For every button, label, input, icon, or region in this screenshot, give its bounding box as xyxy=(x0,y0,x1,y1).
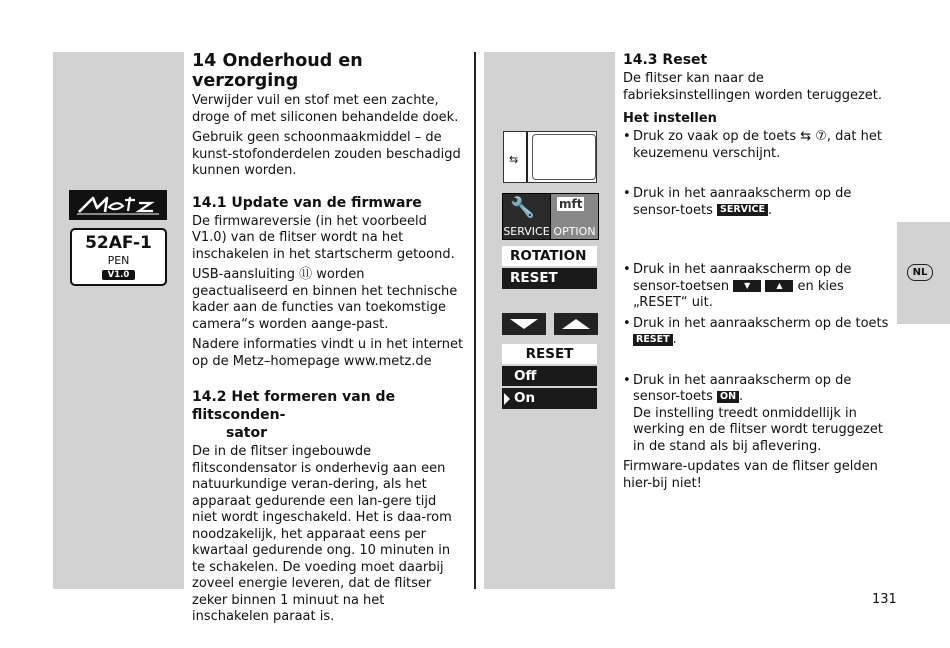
section-14-heading: 14 Onderhoud en verzorging xyxy=(192,51,363,91)
step-5-note: De instelling treedt onmiddellijk in werking en de flitser wordt teruggezet in de stand als bij aflevering. xyxy=(633,405,883,454)
language-badge: NL xyxy=(907,264,933,281)
selection-arrow-icon xyxy=(504,393,510,405)
down-button[interactable] xyxy=(502,313,546,335)
setup-subheading: Het instellen xyxy=(623,111,717,126)
section-14-2-heading-line1: 14.2 Het formeren van de flitsconden- xyxy=(192,389,396,423)
on-tag: ON xyxy=(717,391,739,403)
triangle-down-icon xyxy=(510,319,538,329)
firmware-paragraph-3: Nadere informaties vindt u in het internet op de Metz–homepage www.metz.de xyxy=(192,337,464,369)
page-number: 131 xyxy=(872,592,897,607)
service-button[interactable] xyxy=(502,193,551,240)
reset-tag: RESET xyxy=(633,334,673,346)
up-button[interactable] xyxy=(554,313,598,335)
option-label: OPTION xyxy=(553,225,596,238)
left-gray-column xyxy=(53,52,184,589)
service-label: SERVICE xyxy=(503,225,550,238)
reset-title: RESET xyxy=(502,344,597,364)
metz-logo xyxy=(69,190,167,220)
section-14-1-heading: 14.1 Update van de firmware xyxy=(192,194,422,211)
version-tag: V1.0 xyxy=(102,270,136,280)
care-paragraph-2: Gebruik geen schoonmaakmiddel – de kunst-stofonderdelen zouden beschadigd kunnen worden. xyxy=(192,130,461,178)
device-model: 52AF-1 xyxy=(85,233,152,253)
step-1: • Druk zo vaak op de toets ⇆ ⑦, dat het keuzemenu verschijnt. xyxy=(623,129,893,162)
section-14-3-heading: 14.3 Reset xyxy=(623,52,708,68)
step-3: • Druk in het aanraakscherm op de sensor-toetsen ▼ ▲ en kies „RESET“ uit. xyxy=(623,262,893,312)
page-divider xyxy=(474,52,476,589)
firmware-paragraph-1: De firmwareversie (in het voorbeeld V1.0) van de flitser wordt na het inschakelen in het startscherm getoond. xyxy=(192,213,455,262)
reset-intro: De flitser kan naar de fabrieksinstellingen worden teruggezet. xyxy=(623,71,883,103)
wrench-icon: 🔧 xyxy=(510,195,535,219)
step-5: • Druk in het aanraakscherm op de sensor-toets ON . De instelling treedt onmiddellijk in werking en de flitser wordt teruggezet in de stand als bij aflevering. xyxy=(623,373,893,456)
flash-display-illustration xyxy=(503,131,597,183)
down-arrow-icon: ▼ xyxy=(733,280,761,292)
triangle-up-icon xyxy=(562,319,590,329)
mode-icon: ⇆ xyxy=(509,153,519,166)
device-system: PEN xyxy=(107,254,130,267)
care-paragraph-1: Verwijder vuil en stof met een zachte, droge of met siliconen behandelde doek. xyxy=(192,93,459,125)
reset-option-off[interactable]: Off xyxy=(502,366,597,386)
firmware-paragraph-2: USB-aansluiting ⑪ worden geactualiseerd en binnen het technische kader aan de functies van toekomstige camera“s worden aange-past. xyxy=(192,267,458,332)
section-14-2-heading xyxy=(192,388,464,442)
left-text-column xyxy=(192,51,464,630)
capacitor-paragraph: De in de flitser ingebouwde flitscondensator is onderhevig aan een natuurkundige veran-dering, als het apparaat gedurende een lan-gere tijd niet wordt ingeschakeld. Het is daa-rom noodzakelijk, het apparaat eens per kwartaal gedurende ong. 10 minuten in te schakelen. De voeding moet daarbij zoveel energie leveren, dat de flitser zeker binnen 1 minuut na het inschakelen paraat is. xyxy=(192,444,452,624)
reset-option-on-label: On xyxy=(514,390,536,406)
option-button[interactable] xyxy=(550,193,599,240)
option-icon: mft xyxy=(559,197,583,211)
section-14-2-heading-line2: sator xyxy=(226,425,267,441)
step-2: • Druk in het aanraakscherm op de sensor-toets SERVICE . xyxy=(623,186,893,219)
step-4: • Druk in het aanraakscherm op de toets RESET . xyxy=(623,316,893,349)
right-text-column xyxy=(623,51,893,496)
firmware-note: Firmware-updates van de flitser gelden hier-bij niet! xyxy=(623,459,878,491)
menu-item-rotation[interactable]: ROTATION xyxy=(502,246,597,266)
up-arrow-icon: ▲ xyxy=(765,280,793,292)
service-tag: SERVICE xyxy=(717,204,768,216)
reset-option-on[interactable] xyxy=(502,388,597,409)
menu-item-reset[interactable]: RESET xyxy=(502,268,597,289)
device-badge xyxy=(70,228,167,286)
